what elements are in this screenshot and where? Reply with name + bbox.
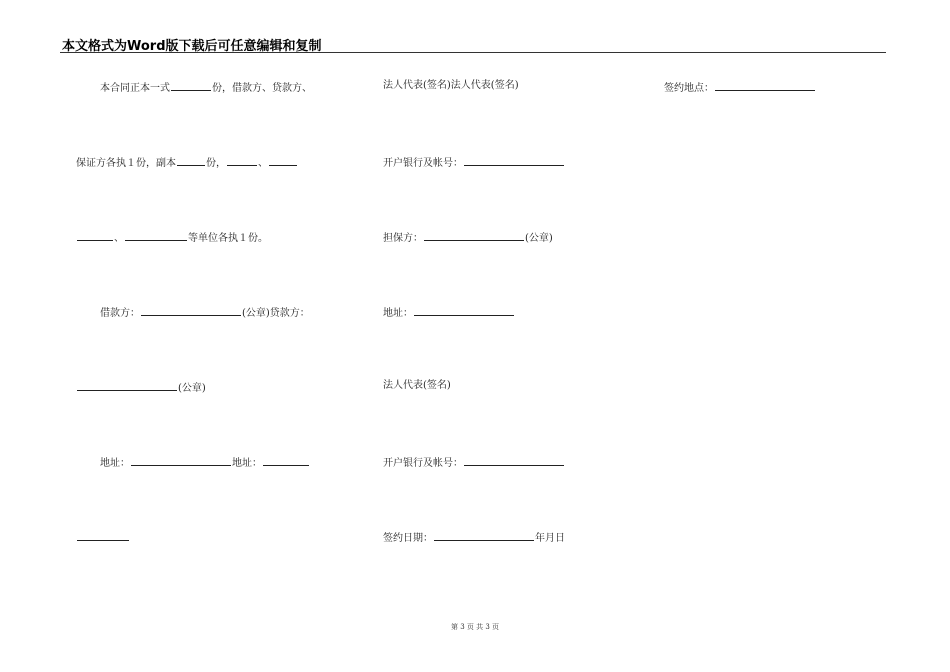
col1-line-5 [76,380,206,395]
page-footer: 第 3 页 共 3 页 [450,623,500,631]
blank-field [125,230,187,241]
text: (公章) [525,233,553,244]
col2-line-6 [383,455,565,470]
blank-field [227,155,257,166]
blank-field [77,230,113,241]
blank-field [77,380,177,391]
text: 等单位各执１份。 [188,233,268,244]
header-rule [60,52,886,53]
text: 法人代表(签名)法人代表(签名) [383,80,519,91]
blank-field [171,80,211,91]
blank-field [414,305,514,316]
text: (公章) [178,383,206,394]
blank-field [177,155,205,166]
col1-line-4 [100,305,310,320]
blank-field [434,530,534,541]
blank-field [269,155,297,166]
col1-line-3 [76,230,268,245]
text: 签约地点： [664,83,714,94]
text: 借款方： [100,308,140,319]
text: 年月日 [535,533,565,544]
text: 、 [258,158,268,169]
text: 地址： [232,458,262,469]
text: 保证方各执１份，副本 [76,158,176,169]
blank-field [131,455,231,466]
blank-field [464,455,564,466]
col2-line-5 [383,380,451,392]
blank-field [715,80,815,91]
text: (公章)贷款方： [242,308,310,319]
text: 地址： [383,308,413,319]
col2-line-4 [383,305,515,320]
text: 开户银行及帐号： [383,158,463,169]
col3-line-1 [664,80,816,95]
text: 签约日期： [383,533,433,544]
col2-line-3 [383,230,553,245]
text: 本合同正本一式 [100,83,170,94]
text: 地址： [100,458,130,469]
text: 、 [114,233,124,244]
col2-line-7 [383,530,565,545]
blank-field [141,305,241,316]
text: 开户银行及帐号： [383,458,463,469]
document-header-title: 本文格式为Word版下载后可任意编辑和复制 [62,39,322,54]
text: 担保方： [383,233,423,244]
col1-line-1 [100,80,312,95]
col2-line-2 [383,155,565,170]
blank-field [464,155,564,166]
blank-field [77,530,129,541]
blank-field [424,230,524,241]
blank-field [263,455,309,466]
col1-line-6 [100,455,310,470]
text: 份，借款方、贷款方、 [212,83,312,94]
col2-line-1 [383,80,519,92]
text: 份， [206,158,226,169]
col1-line-7 [76,530,130,545]
text: 法人代表(签名) [383,380,451,391]
col1-line-2 [76,155,298,170]
